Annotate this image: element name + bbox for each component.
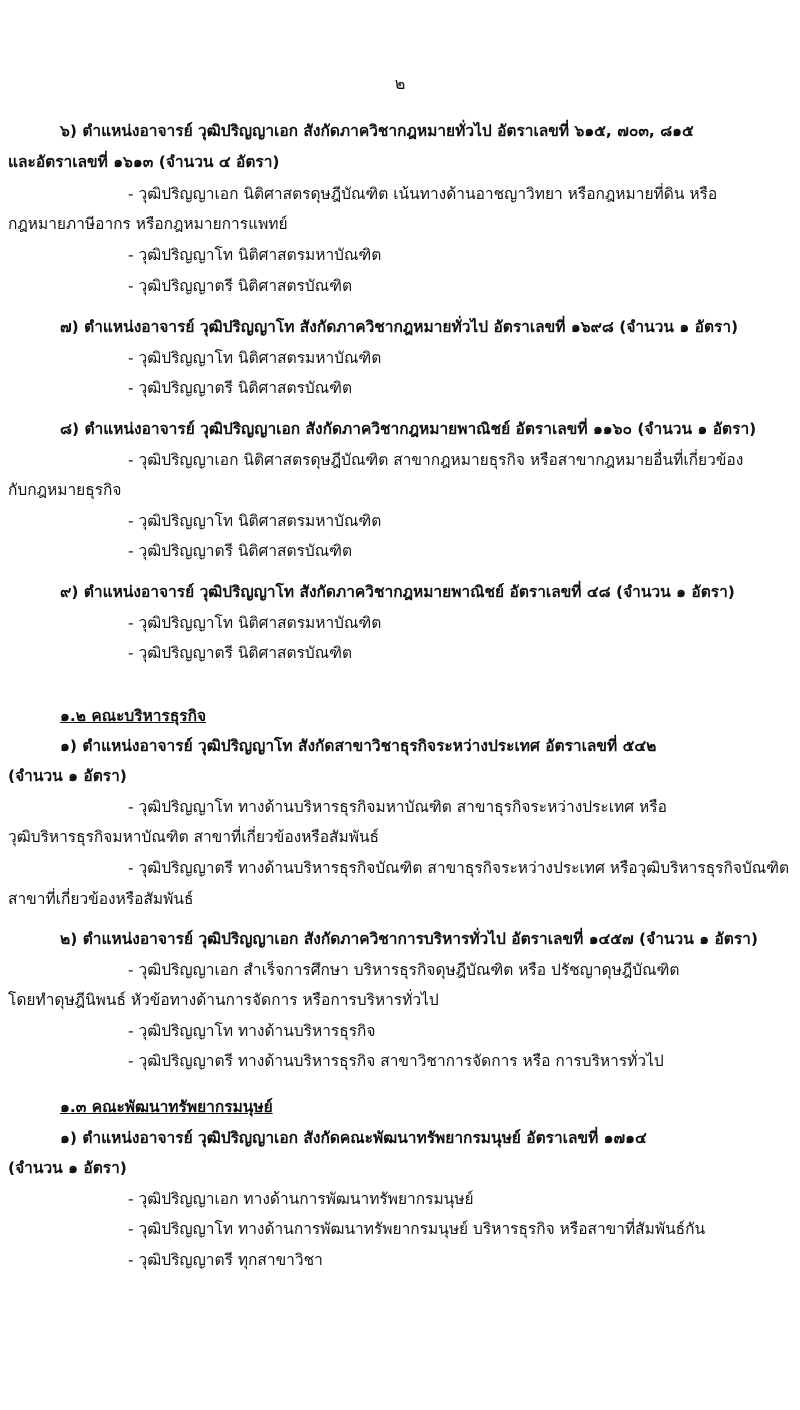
position-heading: ๑) ตำแหน่งอาจารย์ วุฒิปริญญาเอก สังกัดคณะพัฒนาทรัพยากรมนุษย์ อัตราเลขที่ ๑๗๑๔	[60, 1129, 647, 1147]
position-heading: ๑) ตำแหน่งอาจารย์ วุฒิปริญญาโท สังกัดสาขาวิชาธุรกิจระหว่างประเทศ อัตราเลขที่ ๕๔๒	[60, 737, 657, 755]
qualification-line: - วุฒิปริญญาโท ทางด้านบริหารธุรกิจ	[128, 1022, 376, 1040]
qualification-line: - วุฒิปริญญาโท นิติศาสตรมหาบัณฑิต	[128, 614, 382, 632]
qualification-line: - วุฒิปริญญาตรี ทุกสาขาวิชา	[128, 1251, 323, 1269]
position-heading: (จำนวน ๑ อัตรา)	[8, 767, 127, 785]
qualification-line: - วุฒิปริญญาตรี ทางด้านบริหารธุรกิจ สาขาวิชาการจัดการ หรือ การบริหารทั่วไป	[128, 1052, 664, 1070]
position-heading: (จำนวน ๑ อัตรา)	[8, 1159, 127, 1177]
qualification-line: วุฒิบริหารธุรกิจมหาบัณฑิต สาขาที่เกี่ยวข้องหรือสัมพันธ์	[8, 828, 380, 846]
qualification-line: - วุฒิปริญญาตรี นิติศาสตรบัณฑิต	[128, 277, 353, 295]
qualification-line: - วุฒิปริญญาเอก นิติศาสตรดุษฎีบัณฑิต สาขากฎหมายธุรกิจ หรือสาขากฎหมายอื่นที่เกี่ยวข้อง	[128, 451, 744, 469]
qualification-line: - วุฒิปริญญาตรี ทางด้านบริหารธุรกิจบัณฑิต สาขาธุรกิจระหว่างประเทศ หรือวุฒิบริหารธุรกิจบัณฑิต	[128, 859, 790, 877]
position-heading: ๗) ตำแหน่งอาจารย์ วุฒิปริญญาโท สังกัดภาควิชากฎหมายทั่วไป อัตราเลขที่ ๑๖๙๘ (จำนวน ๑ อัตรา)	[60, 318, 739, 336]
qualification-line: โดยทำดุษฎีนิพนธ์ หัวข้อทางด้านการจัดการ หรือการบริหารทั่วไป	[8, 991, 439, 1009]
qualification-line: - วุฒิปริญญาเอก นิติศาสตรดุษฎีบัณฑิต เน้นทางด้านอาชญาวิทยา หรือกฎหมายที่ดิน หรือ	[128, 185, 718, 203]
position-heading: และอัตราเลขที่ ๑๖๑๓ (จำนวน ๔ อัตรา)	[8, 153, 280, 171]
qualification-line: - วุฒิปริญญาตรี นิติศาสตรบัณฑิต	[128, 379, 353, 397]
position-heading: ๒) ตำแหน่งอาจารย์ วุฒิปริญญาเอก สังกัดภาควิชาการบริหารทั่วไป อัตราเลขที่ ๑๔๕๗ (จำนวน ๑ อัตรา)	[60, 930, 758, 948]
qualification-line: - วุฒิปริญญาโท นิติศาสตรมหาบัณฑิต	[128, 512, 382, 530]
qualification-line: - วุฒิปริญญาเอก ทางด้านการพัฒนาทรัพยากรมนุษย์	[128, 1190, 474, 1208]
position-heading: ๙) ตำแหน่งอาจารย์ วุฒิปริญญาโท สังกัดภาควิชากฎหมายพาณิชย์ อัตราเลขที่ ๔๘ (จำนวน ๑ อัตรา)	[60, 583, 735, 601]
position-heading: ๘) ตำแหน่งอาจารย์ วุฒิปริญญาเอก สังกัดภาควิชากฎหมายพาณิชย์ อัตราเลขที่ ๑๑๖๐ (จำนวน ๑ อัตรา)	[60, 420, 757, 438]
qualification-line: กฎหมายภาษีอากร หรือกฎหมายการแพทย์	[8, 215, 288, 233]
qualification-line: - วุฒิปริญญาโท ทางด้านการพัฒนาทรัพยากรมนุษย์ บริหารธุรกิจ หรือสาขาที่สัมพันธ์กัน	[128, 1220, 706, 1238]
qualification-line: - วุฒิปริญญาโท นิติศาสตรมหาบัณฑิต	[128, 349, 382, 367]
section-heading: ๑.๓ คณะพัฒนาทรัพยากรมนุษย์	[60, 1098, 273, 1116]
position-heading: ๖) ตำแหน่งอาจารย์ วุฒิปริญญาเอก สังกัดภาควิชากฎหมายทั่วไป อัตราเลขที่ ๖๑๕, ๗๐๓, ๘๑๕	[60, 122, 694, 140]
qualification-line: - วุฒิปริญญาตรี นิติศาสตรบัณฑิต	[128, 644, 353, 662]
page-number: ๒	[394, 74, 406, 93]
qualification-line: - วุฒิปริญญาโท นิติศาสตรมหาบัณฑิต	[128, 246, 382, 264]
qualification-line: - วุฒิปริญญาเอก สำเร็จการศึกษา บริหารธุรกิจดุษฎีบัณฑิต หรือ ปรัชญาดุษฎีบัณฑิต	[128, 961, 680, 979]
qualification-line: กับกฎหมายธุรกิจ	[8, 481, 122, 499]
section-heading: ๑.๒ คณะบริหารธุรกิจ	[60, 707, 207, 725]
qualification-line: - วุฒิปริญญาตรี นิติศาสตรบัณฑิต	[128, 542, 353, 560]
qualification-line: - วุฒิปริญญาโท ทางด้านบริหารธุรกิจมหาบัณฑิต สาขาธุรกิจระหว่างประเทศ หรือ	[128, 798, 667, 816]
qualification-line: สาขาที่เกี่ยวข้องหรือสัมพันธ์	[8, 890, 194, 908]
